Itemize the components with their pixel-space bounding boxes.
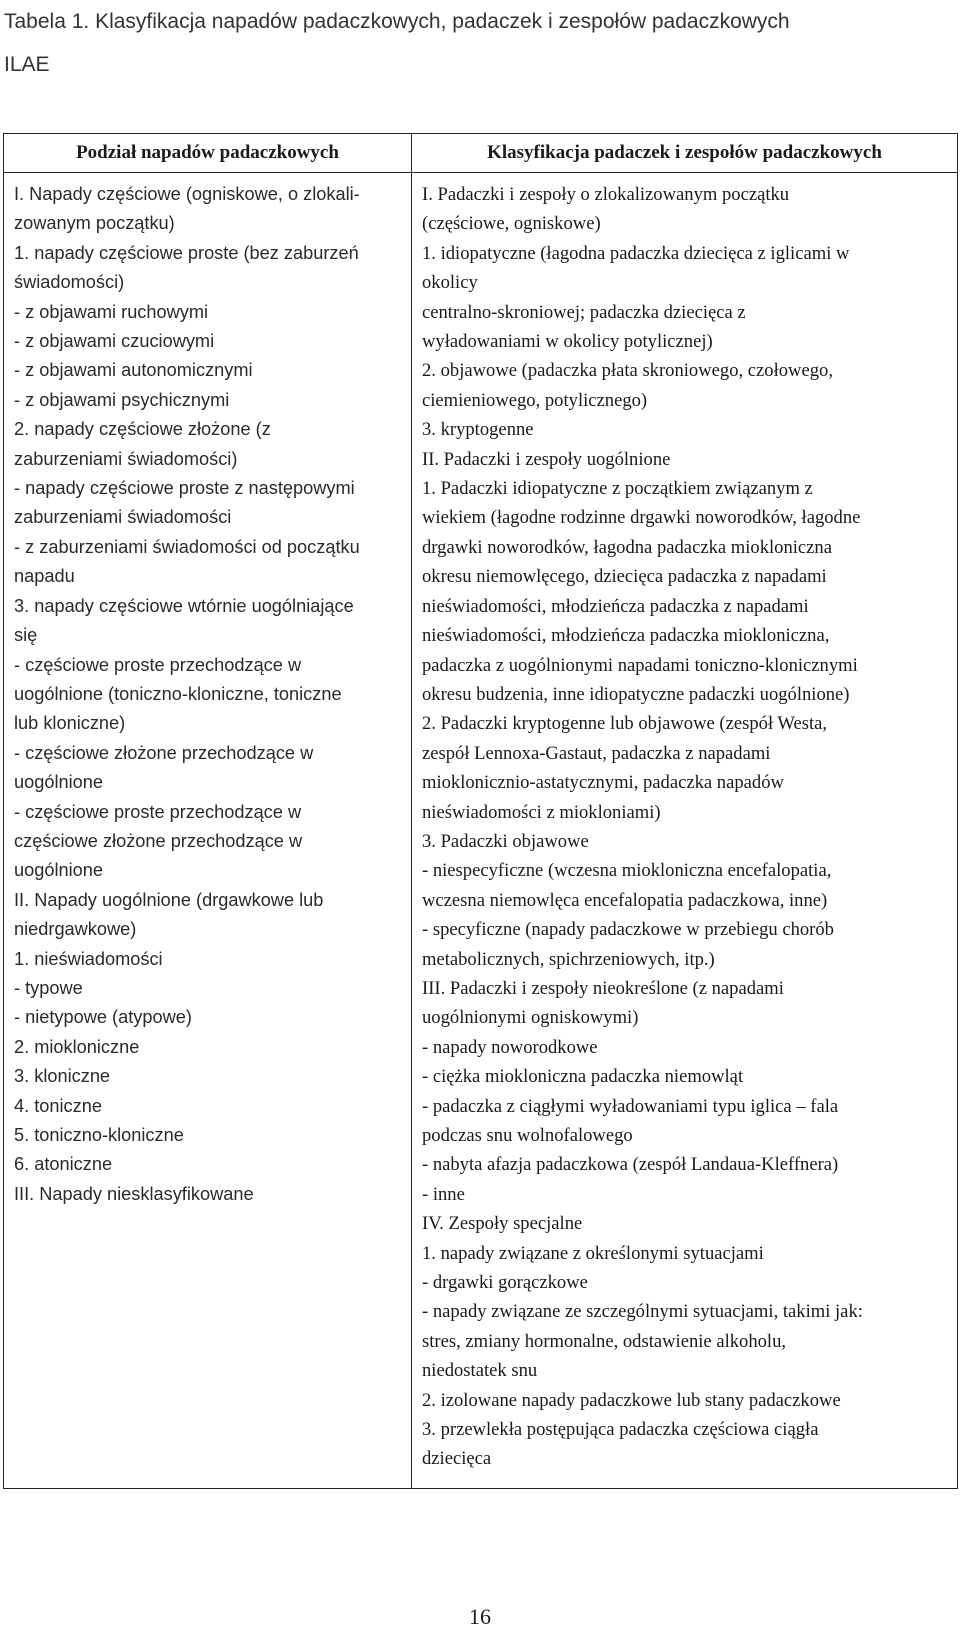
epilepsy-list-line: 1. Padaczki idiopatyczne z początkiem związanym z — [422, 478, 813, 500]
epilepsy-list-line: ciemieniowego, potylicznego) — [422, 389, 648, 411]
left-column-header: Podział napadów padaczkowych — [4, 134, 412, 173]
seizure-list-line: zaburzeniami świadomości) — [14, 448, 238, 469]
classification-table — [3, 133, 958, 1489]
epilepsy-list-line: padaczka z uogólnionymi napadami toniczno-klonicznymi — [422, 654, 858, 676]
seizure-list-line: III. Napady niesklasyfikowane — [14, 1183, 254, 1204]
seizure-list-line: zaburzeniami świadomości — [14, 507, 232, 528]
seizure-list-line: - z objawami czuciowymi — [14, 331, 215, 352]
seizure-list-line: - z objawami ruchowymi — [14, 301, 209, 322]
epilepsy-list-line: 3. Padaczki objawowe — [422, 830, 589, 852]
epilepsy-list-line: mioklonicznio-astatycznymi, padaczka napadów — [422, 772, 784, 794]
epilepsy-list-line: okresu budzenia, inne idiopatyczne padaczki uogólnione) — [422, 683, 850, 705]
seizure-list-line: 2. napady częściowe złożone (z — [14, 419, 271, 440]
epilepsy-list-line: - drgawki gorączkowe — [422, 1272, 588, 1294]
epilepsy-list-line: okolicy — [422, 272, 478, 294]
seizure-list-line: II. Napady uogólnione (drgawkowe lub — [14, 889, 324, 910]
seizure-list-line: się — [14, 625, 38, 646]
seizure-list-line: 1. nieświadomości — [14, 948, 163, 969]
table-body-row — [4, 173, 958, 1489]
epilepsy-list-line: 2. objawowe (padaczka płata skroniowego, czołowego, — [422, 360, 833, 382]
seizure-list-line: uogólnione — [14, 860, 104, 881]
epilepsy-classification-cell — [412, 173, 958, 1489]
seizure-list-line: I. Napady częściowe (ogniskowe, o zlokali- — [14, 184, 360, 204]
epilepsy-list-line: IV. Zespoły specjalne — [422, 1213, 583, 1235]
epilepsy-list-line: - nabyta afazja padaczkowa (zespół Landaua-Kleffnera) — [422, 1154, 839, 1176]
epilepsy-list-line: 1. idiopatyczne (łagodna padaczka dziecięca z iglicami w — [422, 242, 850, 264]
seizure-list-line: częściowe złożone przechodzące w — [14, 830, 303, 851]
seizure-list-line: niedrgawkowe) — [14, 919, 137, 940]
epilepsy-list-line: - napady związane ze szczególnymi sytuacjami, takimi jak: — [422, 1301, 863, 1323]
seizure-list-line: napadu — [14, 566, 75, 587]
epilepsy-list-line: uogólnionymi ogniskowymi) — [422, 1007, 639, 1029]
epilepsy-list-line: podczas snu wolnofalowego — [422, 1125, 633, 1146]
epilepsy-list-line: wczesna niemowlęca encefalopatia padaczkowa, inne) — [422, 889, 828, 911]
seizure-list-line: uogólnione — [14, 772, 104, 793]
epilepsy-list-line: 3. przewlekła postępująca padaczka częściowa ciągła — [422, 1419, 819, 1441]
epilepsy-list-line: centralno-skroniowej; padaczka dziecięca z — [422, 301, 746, 323]
seizure-list-line: - typowe — [14, 977, 83, 998]
seizure-list-line: - z zaburzeniami świadomości od początku — [14, 536, 360, 557]
seizure-list-line: 1. napady częściowe proste (bez zaburzeń — [14, 242, 359, 263]
epilepsy-list-line: - niespecyficzne (wczesna miokloniczna encefalopatia, — [422, 860, 832, 882]
seizure-list-line: 3. kloniczne — [14, 1066, 111, 1087]
epilepsy-list-line: 3. kryptogenne — [422, 419, 534, 441]
epilepsy-list-line: 1. napady związane z określonymi sytuacjami — [422, 1242, 764, 1264]
caption-subtitle: ILAE — [4, 53, 50, 76]
seizure-list-line: - z objawami autonomicznymi — [14, 360, 253, 381]
seizure-list-line: zowanym początku) — [14, 213, 175, 234]
seizure-list-line: 5. toniczno-kloniczne — [14, 1125, 184, 1145]
epilepsy-list-line: III. Padaczki i zespoły nieokreślone (z napadami — [422, 977, 784, 999]
epilepsy-list-line: dziecięca — [422, 1448, 492, 1470]
epilepsy-list-line: wiekiem (łagodne rodzinne drgawki noworodków, łagodne — [422, 507, 861, 529]
epilepsy-list-line: - padaczka z ciągłymi wyładowaniami typu iglica – fala — [422, 1095, 839, 1117]
seizure-list-line: 4. toniczne — [14, 1095, 102, 1116]
epilepsy-list-line: I. Padaczki i zespoły o zlokalizowanym początku — [422, 184, 790, 205]
table-caption — [4, 0, 934, 86]
seizure-list-line: 3. napady częściowe wtórnie uogólniające — [14, 595, 354, 616]
page-number: 16 — [469, 1604, 491, 1629]
epilepsy-list-line: - inne — [422, 1183, 465, 1205]
epilepsy-list-line: niedostatek snu — [422, 1360, 538, 1382]
epilepsy-list-line: nieświadomości, młodzieńcza padaczka miokloniczna, — [422, 625, 830, 647]
seizure-list-line: - nietypowe (atypowe) — [14, 1007, 192, 1028]
seizure-list-line: uogólnione (toniczno-kloniczne, toniczne — [14, 683, 342, 704]
seizure-list-line: 2. miokloniczne — [14, 1036, 140, 1057]
seizure-list-line: - częściowe proste przechodzące w — [14, 801, 302, 822]
epilepsy-list-line: II. Padaczki i zespoły uogólnione — [422, 448, 671, 470]
seizure-classification-list — [4, 173, 411, 1223]
seizure-classification-cell — [4, 173, 412, 1489]
epilepsy-list-line: okresu niemowlęcego, dziecięca padaczka z napadami — [422, 566, 827, 588]
epilepsy-list-line: drgawki noworodków, łagodna padaczka miokloniczna — [422, 536, 832, 558]
seizure-list-line: 6. atoniczne — [14, 1154, 113, 1175]
epilepsy-list-line: nieświadomości, młodzieńcza padaczka z napadami — [422, 595, 809, 617]
epilepsy-list-line: zespół Lennoxa-Gastaut, padaczka z napadami — [422, 742, 771, 764]
seizure-list-line: lub kloniczne) — [14, 713, 126, 734]
seizure-list-line: - z objawami psychicznymi — [14, 389, 230, 410]
epilepsy-list-line: - specyficzne (napady padaczkowe w przebiegu chorób — [422, 919, 834, 941]
epilepsy-list-line: metabolicznych, spichrzeniowych, itp.) — [422, 948, 715, 970]
epilepsy-list-line: stres, zmiany hormonalne, odstawienie alkoholu, — [422, 1330, 787, 1352]
seizure-list-line: - częściowe złożone przechodzące w — [14, 742, 314, 763]
epilepsy-list-line: - napady noworodkowe — [422, 1036, 598, 1058]
table-header-row — [4, 134, 958, 173]
seizure-list-line: świadomości) — [14, 272, 125, 293]
seizure-list-line: - napady częściowe proste z następowymi — [14, 478, 355, 499]
caption-title: Tabela 1. Klasyfikacja napadów padaczkowych, padaczek i zespołów padaczkowych — [4, 10, 790, 33]
epilepsy-classification-list — [412, 173, 957, 1488]
epilepsy-list-line: - ciężka miokloniczna padaczka niemowląt — [422, 1066, 744, 1088]
seizure-list-line: - częściowe proste przechodzące w — [14, 654, 302, 675]
epilepsy-list-line: 2. izolowane napady padaczkowe lub stany padaczkowe — [422, 1389, 841, 1411]
epilepsy-list-line: nieświadomości z miokloniami) — [422, 801, 661, 823]
right-column-header: Klasyfikacja padaczek i zespołów padaczkowych — [412, 134, 958, 173]
epilepsy-list-line: (częściowe, ogniskowe) — [422, 213, 601, 235]
epilepsy-list-line: wyładowaniami w okolicy potylicznej) — [422, 331, 713, 353]
epilepsy-list-line: 2. Padaczki kryptogenne lub objawowe (zespół Westa, — [422, 713, 828, 735]
